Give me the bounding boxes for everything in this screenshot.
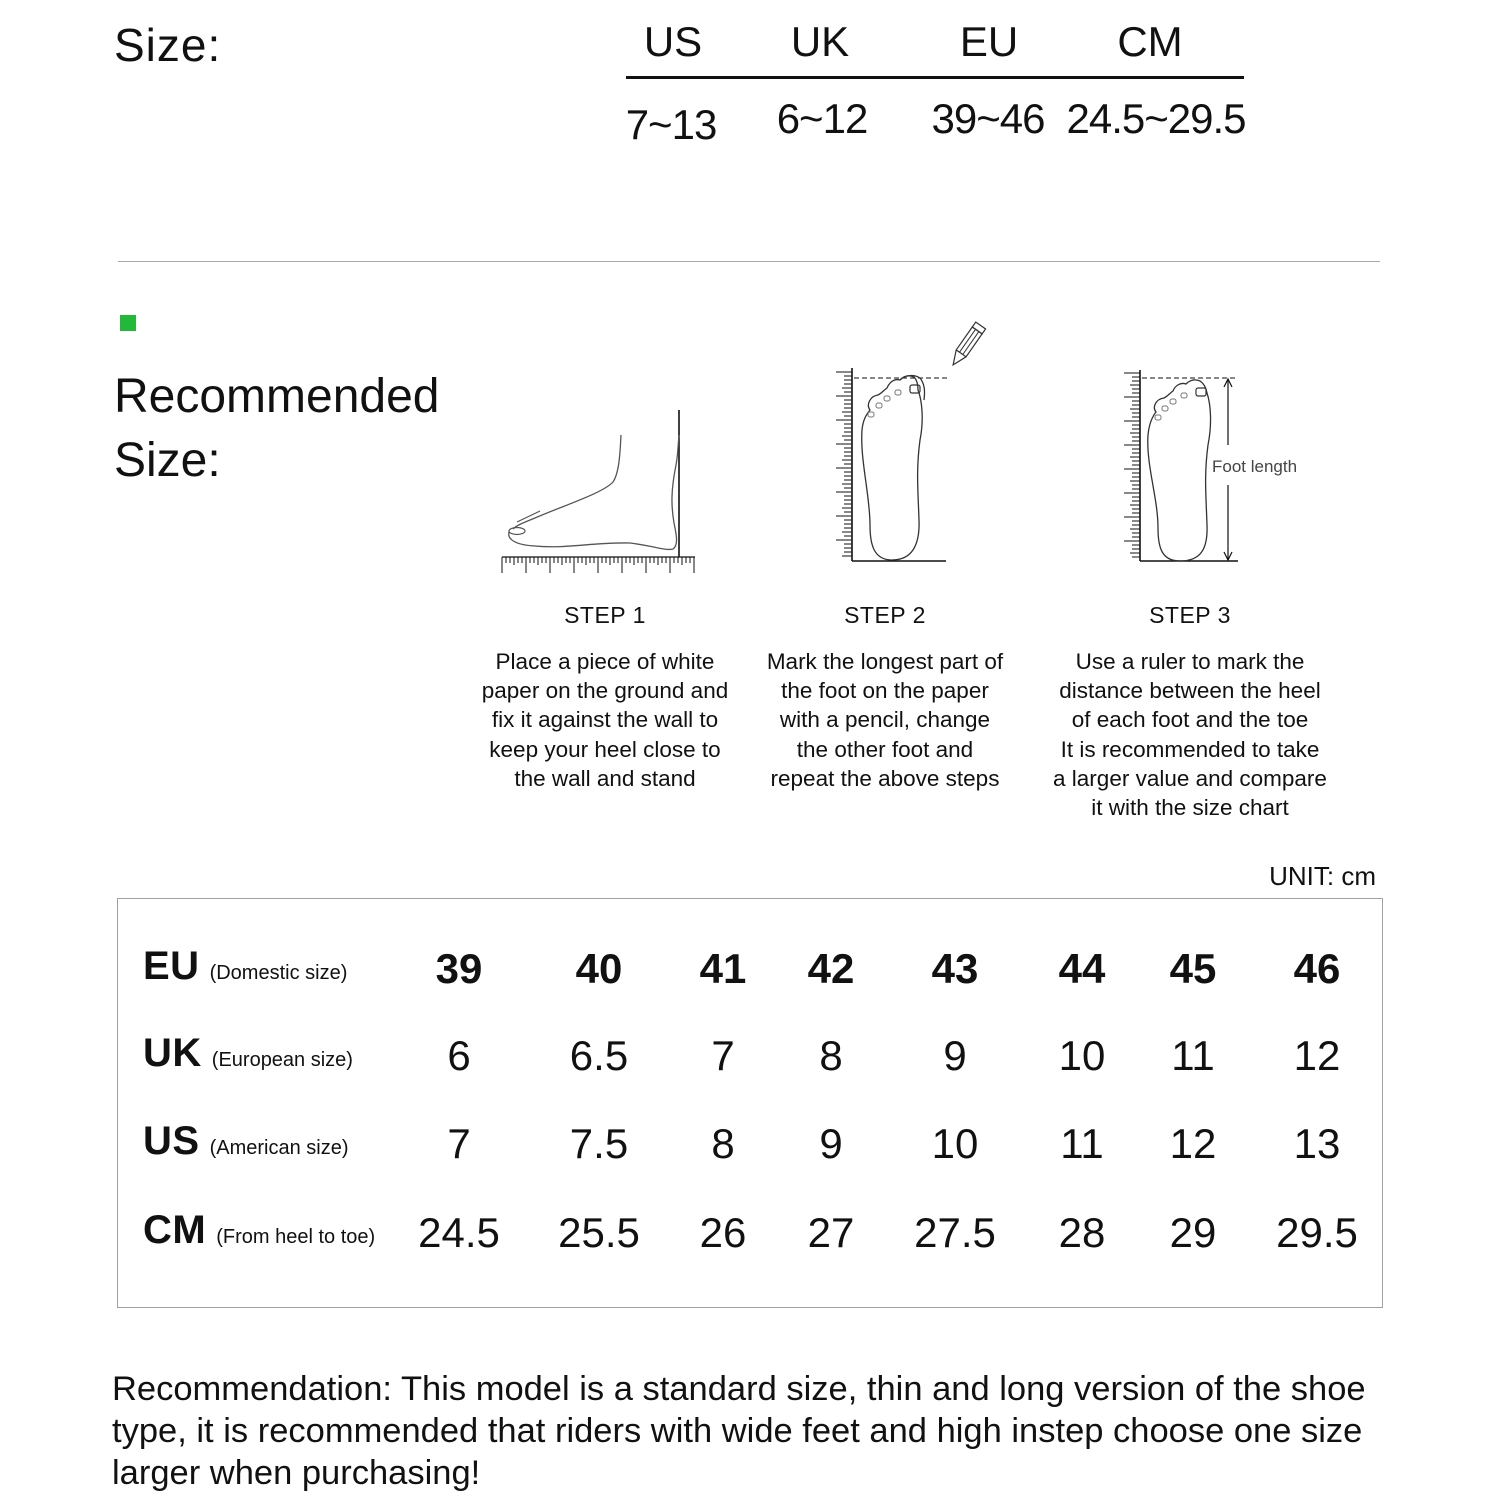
step-2-line: with a pencil, change xyxy=(779,707,991,733)
table-cell: 6.5 xyxy=(569,1032,629,1079)
table-cell: 12 xyxy=(1169,1120,1217,1167)
range-value-cm: 24.5~29.5 xyxy=(1066,95,1246,142)
table-cell: 8 xyxy=(711,1120,735,1167)
recommended-title-line1: Recommended xyxy=(114,370,440,423)
table-cell: 44 xyxy=(1058,945,1106,992)
table-cell: 28 xyxy=(1058,1209,1106,1256)
table-cell: 42 xyxy=(807,945,855,992)
recommended-title-line2: Size: xyxy=(114,434,221,487)
table-cell: 27 xyxy=(807,1209,855,1256)
table-cell: 10 xyxy=(1058,1032,1106,1079)
size-range-headers xyxy=(626,14,1244,74)
row-code: CM xyxy=(143,1208,207,1252)
table-cell: 41 xyxy=(699,945,747,992)
foot-sole-pencil-icon xyxy=(832,320,992,565)
row-header xyxy=(143,944,347,989)
table-row-cm xyxy=(118,1201,1382,1261)
step-3-line: It is recommended to take xyxy=(1060,736,1320,762)
step-1-description xyxy=(460,647,750,793)
step-2-label: STEP 2 xyxy=(844,602,926,628)
step-2-line: repeat the above steps xyxy=(770,765,1000,791)
range-header-eu: EU xyxy=(959,18,1019,65)
table-cell: 10 xyxy=(931,1120,979,1167)
row-code: EU xyxy=(143,944,200,988)
table-cell: 27.5 xyxy=(914,1209,996,1256)
foot-length-label: Foot length xyxy=(1212,457,1298,476)
step-2 xyxy=(740,602,1030,793)
range-header-cm: CM xyxy=(1117,18,1183,65)
step-3-line: a larger value and compare xyxy=(1053,765,1327,791)
step-2-description xyxy=(740,647,1030,793)
range-header-uk: UK xyxy=(790,18,850,65)
green-square-marker-icon xyxy=(120,315,136,331)
table-row-uk xyxy=(118,1024,1382,1084)
table-cell: 29 xyxy=(1169,1209,1217,1256)
range-value-eu: 39~46 xyxy=(931,95,1045,142)
step-2-line: the foot on the paper xyxy=(781,678,989,704)
table-cell: 26 xyxy=(699,1209,747,1256)
table-cell: 24.5 xyxy=(418,1209,500,1256)
step-3-line: Use a ruler to mark the xyxy=(1075,649,1305,674)
table-cell: 39 xyxy=(435,945,483,992)
step-1-label: STEP 1 xyxy=(564,602,646,628)
size-chart-table xyxy=(117,898,1383,1308)
table-cell: 7.5 xyxy=(569,1120,629,1167)
step-1-line: the wall and stand xyxy=(514,765,696,791)
row-subtitle: (Domestic size) xyxy=(209,962,348,984)
table-cell: 11 xyxy=(1171,1032,1215,1079)
row-subtitle: (European size) xyxy=(211,1049,353,1071)
range-header-us: US xyxy=(643,18,703,65)
step-2-line: the other foot and xyxy=(796,736,974,762)
range-value-us: 7~13 xyxy=(625,101,717,148)
table-cell: 8 xyxy=(819,1032,843,1079)
table-cell: 7 xyxy=(711,1032,735,1079)
table-cell: 6 xyxy=(447,1032,471,1079)
step-1-line: keep your heel close to xyxy=(489,736,721,762)
step-1-line: paper on the ground and xyxy=(481,678,729,704)
size-range-table xyxy=(625,14,1246,148)
table-cell: 43 xyxy=(931,945,979,992)
step-3-label: STEP 3 xyxy=(1149,602,1231,628)
table-cell: 11 xyxy=(1060,1120,1104,1167)
step-1 xyxy=(460,602,750,793)
recommendation-note: Recommendation: This model is a standard size, thin and long version of the shoe type, it is recommended that riders with wide feet and high instep choose one size larger when purchasing! xyxy=(112,1370,1366,1492)
step-1-line: fix it against the wall to xyxy=(491,707,719,733)
step-3 xyxy=(1035,602,1345,822)
row-header xyxy=(143,1208,375,1253)
row-code: UK xyxy=(143,1031,202,1075)
size-range-values xyxy=(625,79,1246,148)
table-cell: 9 xyxy=(943,1032,967,1079)
row-header xyxy=(143,1031,353,1076)
row-header xyxy=(143,1119,349,1164)
table-row-eu xyxy=(118,937,1382,997)
table-cell: 40 xyxy=(575,945,623,992)
table-cell: 7 xyxy=(447,1120,471,1167)
table-cell: 13 xyxy=(1293,1120,1341,1167)
row-subtitle: (From heel to toe) xyxy=(216,1226,376,1248)
range-value-uk: 6~12 xyxy=(776,95,868,142)
step-3-description xyxy=(1035,647,1345,822)
size-title: Size: xyxy=(114,19,222,71)
side-foot-ruler-icon xyxy=(495,405,705,575)
table-cell: 29.5 xyxy=(1276,1209,1358,1256)
step-3-line: of each foot and the toe xyxy=(1071,707,1309,733)
recommended-size-title xyxy=(114,365,440,493)
step-3-line: distance between the heel xyxy=(1059,678,1321,704)
unit-label: UNIT: cm xyxy=(1269,861,1376,891)
table-row-us xyxy=(118,1112,1382,1172)
table-cell: 25.5 xyxy=(558,1209,640,1256)
table-cell: 45 xyxy=(1169,945,1217,992)
row-subtitle: (American size) xyxy=(209,1137,349,1159)
section-divider xyxy=(118,261,1380,262)
row-code: US xyxy=(143,1119,200,1163)
table-cell: 46 xyxy=(1293,945,1341,992)
step-3-line: it with the size chart xyxy=(1091,795,1289,821)
step-1-line: Place a piece of white xyxy=(495,649,715,674)
table-cell: 12 xyxy=(1293,1032,1341,1079)
table-cell: 9 xyxy=(819,1120,843,1167)
step-2-line: Mark the longest part of xyxy=(766,649,1004,674)
